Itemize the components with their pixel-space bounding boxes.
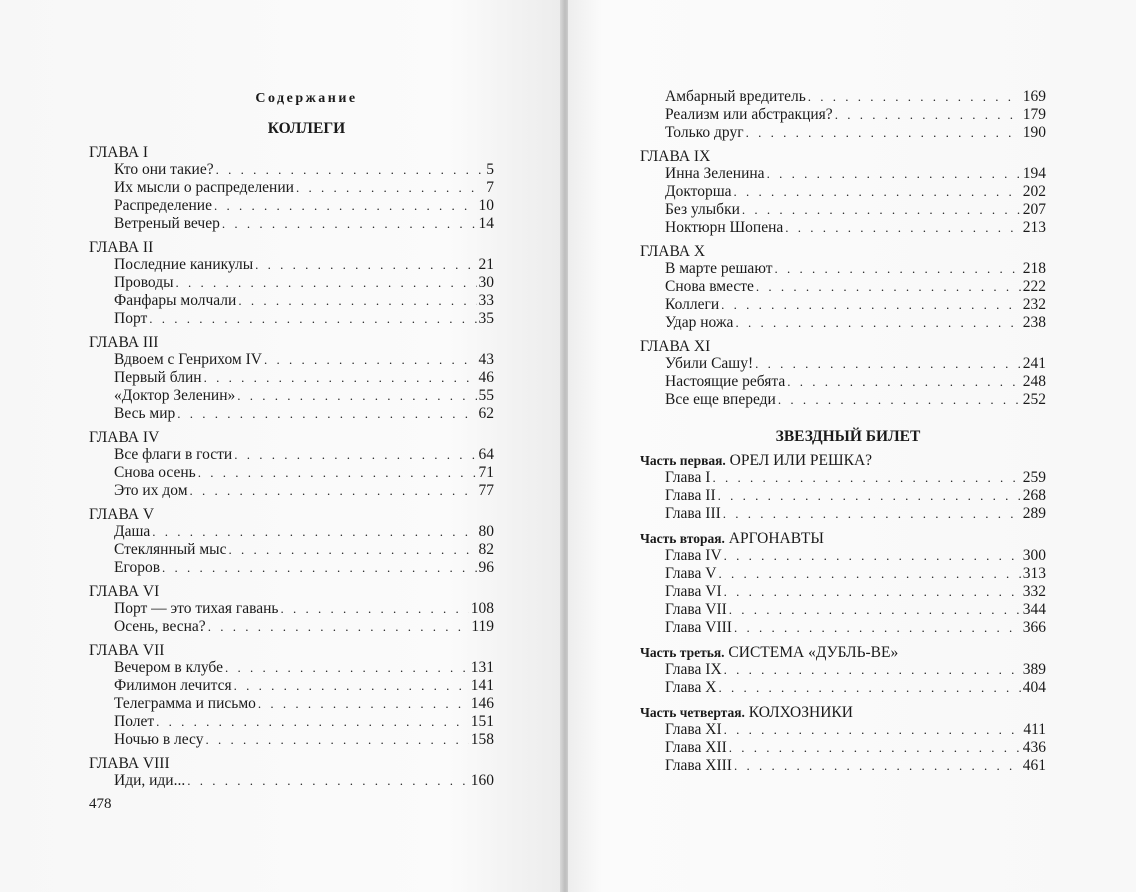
- entry-page: 71: [478, 464, 494, 481]
- dot-leader: [724, 547, 1021, 565]
- toc-entry[interactable]: [640, 505, 1046, 523]
- dot-leader: [746, 124, 1021, 142]
- chapter-heading: ГЛАВА VIII: [89, 755, 170, 772]
- entry-title: Ноктюрн Шопена: [665, 219, 784, 236]
- continued-entries: [640, 88, 1046, 142]
- entry-page: 151: [470, 713, 494, 730]
- entry-title: Порт: [114, 310, 148, 327]
- entry-page: 33: [478, 292, 494, 309]
- entry-title: Порт — это тихая гавань: [114, 600, 279, 617]
- entry-page: 252: [1022, 391, 1046, 408]
- chapter-heading: ГЛАВА VI: [89, 583, 160, 600]
- entry-title: Амбарный вредитель: [665, 88, 806, 105]
- dot-leader: [785, 219, 1020, 237]
- toc-entry[interactable]: [89, 387, 494, 405]
- toc-entry[interactable]: [89, 351, 494, 369]
- entry-title: Все еще впереди: [665, 391, 776, 408]
- part-heading: [640, 644, 1046, 661]
- dot-leader: [149, 310, 476, 328]
- toc-entry[interactable]: [89, 215, 494, 233]
- toc-entry[interactable]: [89, 405, 494, 423]
- entry-title: Инна Зеленина: [665, 165, 765, 182]
- entry-title: Стеклянный мыс: [114, 541, 227, 558]
- entry-page: 190: [1022, 124, 1046, 141]
- part-heading: [640, 530, 1046, 547]
- entry-title: Глава I: [665, 469, 711, 486]
- part-heading: [640, 704, 1046, 721]
- dot-leader: [280, 600, 468, 618]
- entry-title: Коллеги: [665, 296, 720, 313]
- toc-entry[interactable]: [89, 256, 494, 274]
- toc-entry[interactable]: [640, 661, 1046, 679]
- toc-entry[interactable]: [640, 487, 1046, 505]
- toc-entry[interactable]: [89, 310, 494, 328]
- entry-title: Ветреный вечер: [114, 215, 220, 232]
- entry-title: Убили Сашу!: [665, 355, 754, 372]
- chapter-heading: ГЛАВА XI: [640, 338, 711, 355]
- entry-title: Даша: [114, 523, 151, 540]
- toc-entry[interactable]: [640, 278, 1046, 296]
- part-label: Часть четвертая.: [640, 705, 745, 720]
- dot-leader: [787, 373, 1021, 391]
- entry-title: Глава II: [665, 487, 716, 504]
- entry-title: Последние каникулы: [114, 256, 254, 273]
- dot-leader: [724, 583, 1021, 601]
- toc-entry[interactable]: [89, 559, 494, 577]
- entry-page: 108: [470, 600, 494, 617]
- toc-entry[interactable]: [89, 274, 494, 292]
- entry-title: Глава VIII: [665, 619, 732, 636]
- chapter-heading: ГЛАВА III: [89, 334, 159, 351]
- dot-leader: [216, 161, 485, 179]
- dot-leader: [228, 541, 476, 559]
- toc-entry[interactable]: [89, 541, 494, 559]
- toc-entry[interactable]: [89, 179, 494, 197]
- entry-title: Глава III: [665, 505, 721, 522]
- entry-title: Все флаги в гости: [114, 446, 233, 463]
- dot-leader: [204, 369, 477, 387]
- toc-entry[interactable]: [89, 659, 494, 677]
- entry-title: В марте решают: [665, 260, 773, 277]
- entry-title: «Доктор Зеленин»: [114, 387, 236, 404]
- dot-leader: [234, 446, 476, 464]
- entry-title: Глава IX: [665, 661, 722, 678]
- entry-title: Глава XIII: [665, 757, 732, 774]
- dot-leader: [225, 659, 469, 677]
- entry-title: Полет: [114, 713, 155, 730]
- toc-entry[interactable]: [640, 314, 1046, 332]
- entry-title: Глава VI: [665, 583, 722, 600]
- toc-entry[interactable]: [640, 373, 1046, 391]
- toc-entry[interactable]: [89, 677, 494, 695]
- dot-leader: [734, 183, 1021, 201]
- entry-title: Осень, весна?: [114, 618, 206, 635]
- toc-entry[interactable]: [640, 739, 1046, 757]
- dot-leader: [718, 487, 1021, 505]
- toc-entry[interactable]: [640, 106, 1046, 124]
- entry-page: 404: [1022, 679, 1046, 696]
- entry-title: Глава X: [665, 679, 717, 696]
- entry-page: 313: [1022, 565, 1046, 582]
- dot-leader: [177, 405, 476, 423]
- entry-page: 461: [1022, 757, 1046, 774]
- left-toc-column: [89, 88, 494, 790]
- entry-page: 14: [478, 215, 494, 232]
- entry-page: 213: [1022, 219, 1046, 236]
- dot-leader: [208, 618, 470, 636]
- entry-page: 389: [1022, 661, 1046, 678]
- entry-title: Без улыбки: [665, 201, 740, 218]
- dot-leader: [778, 391, 1021, 409]
- dot-leader: [255, 256, 476, 274]
- toc-entry[interactable]: [640, 757, 1046, 775]
- entry-page: 160: [470, 772, 494, 789]
- entry-title: Иди, иди...: [114, 772, 186, 789]
- entry-page: 43: [478, 351, 494, 368]
- entry-page: 5: [486, 161, 494, 178]
- dot-leader: [222, 215, 477, 233]
- right-toc-column: [640, 88, 1046, 409]
- dot-leader: [162, 559, 476, 577]
- toc-entry[interactable]: [89, 713, 494, 731]
- toc-entry[interactable]: [89, 197, 494, 215]
- entry-page: 241: [1022, 355, 1046, 372]
- toc-entry[interactable]: [89, 695, 494, 713]
- chapter-heading: ГЛАВА I: [89, 144, 149, 161]
- toc-entry[interactable]: [89, 161, 494, 179]
- entry-page: 289: [1022, 505, 1046, 522]
- entry-page: 131: [470, 659, 494, 676]
- dot-leader: [238, 292, 476, 310]
- entry-page: 259: [1022, 469, 1046, 486]
- entry-page: 222: [1022, 278, 1046, 295]
- dot-leader: [721, 296, 1021, 314]
- entry-page: 169: [1022, 88, 1046, 105]
- entry-page: 21: [478, 256, 494, 273]
- entry-title: Реализм или абстракция?: [665, 106, 833, 123]
- toc-entry[interactable]: [640, 260, 1046, 278]
- entry-page: 46: [478, 369, 494, 386]
- entry-page: 82: [478, 541, 494, 558]
- entry-title: Их мысли о распределении: [114, 179, 294, 196]
- entry-page: 10: [478, 197, 494, 214]
- entry-page: 96: [478, 559, 494, 576]
- dot-leader: [808, 88, 1021, 106]
- toc-entry[interactable]: [89, 464, 494, 482]
- entry-title: Распределение: [114, 197, 212, 214]
- entry-title: Ночью в лесу: [114, 731, 204, 748]
- entry-page: 366: [1022, 619, 1046, 636]
- dot-leader: [712, 469, 1020, 487]
- entry-title: Филимон лечится: [114, 677, 232, 694]
- toc-entry[interactable]: [640, 565, 1046, 583]
- entry-title: Глава VII: [665, 601, 727, 618]
- dot-leader: [718, 679, 1020, 697]
- dot-leader: [724, 721, 1022, 739]
- entry-page: 202: [1022, 183, 1046, 200]
- toc-entry[interactable]: [640, 124, 1046, 142]
- left-page: [0, 0, 562, 892]
- toc-entry[interactable]: [640, 183, 1046, 201]
- entry-page: 300: [1022, 547, 1046, 564]
- toc-entry[interactable]: [640, 219, 1046, 237]
- dot-leader: [723, 505, 1021, 523]
- entry-page: 238: [1022, 314, 1046, 331]
- entry-page: 158: [470, 731, 494, 748]
- dot-leader: [258, 695, 469, 713]
- entry-title: Глава IV: [665, 547, 722, 564]
- dot-leader: [734, 619, 1021, 637]
- entry-page: 248: [1022, 373, 1046, 390]
- entry-title: Глава XII: [665, 739, 727, 756]
- toc-entry[interactable]: [89, 523, 494, 541]
- entry-title: Первый блин: [114, 369, 202, 386]
- dot-leader: [734, 757, 1021, 775]
- entry-page: 436: [1022, 739, 1046, 756]
- dot-leader: [756, 278, 1021, 296]
- toc-entry[interactable]: [640, 583, 1046, 601]
- chapter-heading: ГЛАВА II: [89, 239, 154, 256]
- toc-entry[interactable]: [89, 482, 494, 500]
- entry-title: Глава V: [665, 565, 717, 582]
- dot-leader: [729, 601, 1021, 619]
- part-list: [640, 452, 1046, 775]
- dot-leader: [835, 106, 1021, 124]
- entry-page: 64: [478, 446, 494, 463]
- entry-title: Только друг: [665, 124, 744, 141]
- toc-entry[interactable]: [89, 292, 494, 310]
- part-title: СИСТЕМА «ДУБЛЬ-ВЕ»: [728, 644, 899, 661]
- entry-title: Докторша: [665, 183, 732, 200]
- toc-heading: Содержание: [255, 91, 358, 106]
- entry-page: 344: [1022, 601, 1046, 618]
- dot-leader: [198, 464, 477, 482]
- entry-page: 194: [1022, 165, 1046, 182]
- entry-page: 7: [486, 179, 494, 196]
- toc-entry[interactable]: [89, 772, 494, 790]
- dot-leader: [214, 197, 477, 215]
- part-heading: [640, 452, 1046, 469]
- right-page: [568, 0, 1136, 892]
- second-book-section: [640, 428, 1046, 775]
- dot-leader: [264, 351, 477, 369]
- toc-entry[interactable]: [640, 296, 1046, 314]
- toc-entry[interactable]: [640, 88, 1046, 106]
- chapter-heading: ГЛАВА IX: [640, 148, 711, 165]
- entry-title: Глава XI: [665, 721, 722, 738]
- toc-entry[interactable]: [640, 679, 1046, 697]
- book-title-kollegi: КОЛЛЕГИ: [267, 120, 346, 137]
- dot-leader: [156, 713, 469, 731]
- toc-entry[interactable]: [640, 721, 1046, 739]
- entry-title: Егоров: [114, 559, 161, 576]
- entry-page: 35: [478, 310, 494, 327]
- dot-leader: [735, 314, 1020, 332]
- dot-leader: [774, 260, 1020, 278]
- entry-page: 30: [478, 274, 494, 291]
- entry-page: 146: [470, 695, 494, 712]
- dot-leader: [742, 201, 1021, 219]
- dot-leader: [724, 661, 1021, 679]
- dot-leader: [187, 772, 469, 790]
- entry-page: 77: [478, 482, 494, 499]
- dot-leader: [190, 482, 477, 500]
- toc-entry[interactable]: [89, 369, 494, 387]
- chapter-heading: ГЛАВА X: [640, 243, 706, 260]
- entry-page: 268: [1022, 487, 1046, 504]
- entry-title: Вдвоем с Генрихом IV: [114, 351, 262, 368]
- entry-title: Удар ножа: [665, 314, 734, 331]
- dot-leader: [176, 274, 477, 292]
- dot-leader: [296, 179, 484, 197]
- part-title: КОЛХОЗНИКИ: [748, 704, 853, 721]
- chapter-heading: ГЛАВА IV: [89, 429, 160, 446]
- entry-title: Снова осень: [114, 464, 196, 481]
- toc-entry[interactable]: [640, 469, 1046, 487]
- entry-page: 55: [478, 387, 494, 404]
- part-title: АРГОНАВТЫ: [728, 530, 824, 547]
- toc-entry[interactable]: [640, 165, 1046, 183]
- entry-title: Проводы: [114, 274, 174, 291]
- entry-title: Это их дом: [114, 482, 188, 499]
- dot-leader: [718, 565, 1020, 583]
- dot-leader: [729, 739, 1021, 757]
- entry-page: 218: [1022, 260, 1046, 277]
- part-label: Часть первая.: [640, 453, 726, 468]
- entry-title: Фанфары молчали: [114, 292, 237, 309]
- entry-page: 62: [478, 405, 494, 422]
- part-label: Часть вторая.: [640, 531, 725, 546]
- entry-title: Телеграмма и письмо: [114, 695, 256, 712]
- entry-title: Кто они такие?: [114, 161, 214, 178]
- dot-leader: [755, 355, 1021, 373]
- dot-leader: [767, 165, 1021, 183]
- entry-page: 80: [478, 523, 494, 540]
- right-chapter-list: [640, 148, 1046, 409]
- toc-entry[interactable]: [640, 601, 1046, 619]
- part-title: ОРЕЛ ИЛИ РЕШКА?: [729, 452, 873, 469]
- entry-title: Снова вместе: [665, 278, 754, 295]
- toc-entry[interactable]: [89, 600, 494, 618]
- page-number: 478: [89, 796, 112, 812]
- dot-leader: [152, 523, 476, 541]
- entry-title: Вечером в клубе: [114, 659, 223, 676]
- toc-entry[interactable]: [640, 619, 1046, 637]
- entry-page: 332: [1022, 583, 1046, 600]
- entry-page: 207: [1022, 201, 1046, 218]
- part-label: Часть третья.: [640, 645, 725, 660]
- entry-title: Весь мир: [114, 405, 176, 422]
- entry-page: 141: [470, 677, 494, 694]
- toc-entry[interactable]: [640, 355, 1046, 373]
- toc-entry[interactable]: [640, 391, 1046, 409]
- dot-leader: [237, 387, 476, 405]
- toc-entry[interactable]: [640, 547, 1046, 565]
- toc-entry[interactable]: [640, 201, 1046, 219]
- entry-page: 179: [1022, 106, 1046, 123]
- entry-page: 411: [1023, 721, 1046, 738]
- toc-entry[interactable]: [89, 731, 494, 749]
- toc-entry[interactable]: [89, 446, 494, 464]
- book-title-zvezdny-bilet: ЗВЕЗДНЫЙ БИЛЕТ: [775, 428, 921, 445]
- chapter-heading: ГЛАВА V: [89, 506, 155, 523]
- chapter-heading: ГЛАВА VII: [89, 642, 165, 659]
- entry-page: 232: [1022, 296, 1046, 313]
- dot-leader: [205, 731, 468, 749]
- dot-leader: [234, 677, 469, 695]
- toc-entry[interactable]: [89, 618, 494, 636]
- entry-page: 119: [471, 618, 494, 635]
- left-chapter-list: [89, 144, 494, 790]
- entry-title: Настоящие ребята: [665, 373, 786, 390]
